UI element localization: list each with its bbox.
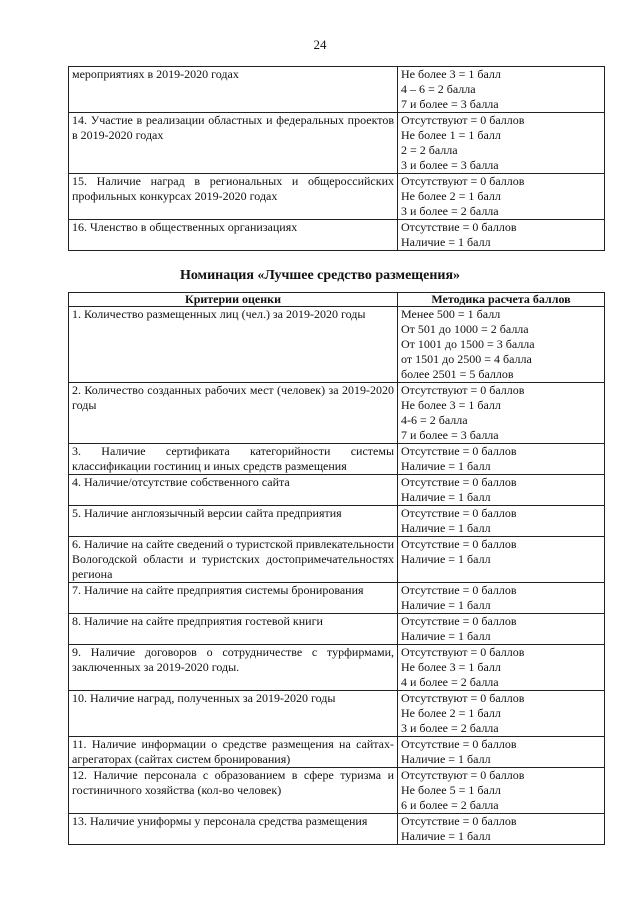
method-line: 2 = 2 балла xyxy=(401,143,458,157)
method-line: Наличие = 1 балл xyxy=(401,521,491,535)
method-line: От 501 до 1000 = 2 балла xyxy=(401,322,529,336)
method-line: Отсутствие = 0 баллов xyxy=(401,614,517,628)
criterion-cell: 12. Наличие персонала с образованием в сфере туризма и гостиничного хозяйства (кол-во человек) xyxy=(69,768,398,814)
method-line: 4 и более = 2 балла xyxy=(401,675,499,689)
criterion-cell: 6. Наличие на сайте сведений о туристской привлекательности Вологодской области и туристских достопримечательностях региона xyxy=(69,537,398,583)
method-line: Наличие = 1 балл xyxy=(401,629,491,643)
criterion-cell: 4. Наличие/отсутствие собственного сайта xyxy=(69,475,398,506)
method-line: Наличие = 1 балл xyxy=(401,598,491,612)
method-line: Отсутствуют = 0 баллов xyxy=(401,174,525,188)
method-line: Не более 2 = 1 балл xyxy=(401,189,501,203)
method-cell xyxy=(398,383,605,444)
method-cell xyxy=(398,67,605,113)
method-line: 4-6 = 2 балла xyxy=(401,413,468,427)
criterion-cell: 10. Наличие наград, полученных за 2019-2020 годы xyxy=(69,691,398,737)
criterion-header: Критерии оценки xyxy=(69,293,398,307)
method-line: Не более 3 = 1 балл xyxy=(401,398,501,412)
method-line: Отсутствие = 0 баллов xyxy=(401,737,517,751)
table-row xyxy=(69,475,605,506)
method-line: Отсутствуют = 0 баллов xyxy=(401,113,525,127)
table-row xyxy=(69,174,605,220)
method-line: От 1001 до 1500 = 3 балла xyxy=(401,337,535,351)
method-cell xyxy=(398,583,605,614)
table-row xyxy=(69,737,605,768)
method-line: Наличие = 1 балл xyxy=(401,459,491,473)
table-row xyxy=(69,583,605,614)
method-line: Наличие = 1 балл xyxy=(401,829,491,843)
method-cell xyxy=(398,506,605,537)
method-line: Отсутствие = 0 баллов xyxy=(401,220,517,234)
table-row xyxy=(69,814,605,845)
method-line: Отсутствуют = 0 баллов xyxy=(401,645,525,659)
criterion-cell: 7. Наличие на сайте предприятия системы бронирования xyxy=(69,583,398,614)
criterion-cell: 11. Наличие информации о средстве размещения на сайтах-агрегаторах (сайтах систем бронирования) xyxy=(69,737,398,768)
method-line: Не более 2 = 1 балл xyxy=(401,706,501,720)
method-cell xyxy=(398,737,605,768)
accommodation-criteria-table xyxy=(68,292,605,845)
table-row xyxy=(69,67,605,113)
method-line: 7 и более = 3 балла xyxy=(401,97,499,111)
method-line: Наличие = 1 балл xyxy=(401,235,491,249)
criterion-cell: 15. Наличие наград в региональных и общероссийских профильных конкурсах 2019-2020 годах xyxy=(69,174,398,220)
criterion-cell: 14. Участие в реализации областных и федеральных проектов в 2019-2020 годах xyxy=(69,113,398,174)
table-row xyxy=(69,537,605,583)
method-cell xyxy=(398,444,605,475)
criterion-cell: 13. Наличие униформы у персонала средства размещения xyxy=(69,814,398,845)
method-line: Отсутствие = 0 баллов xyxy=(401,583,517,597)
method-line: Отсутствие = 0 баллов xyxy=(401,444,517,458)
method-line: Не более 3 = 1 балл xyxy=(401,67,501,81)
table-row xyxy=(69,383,605,444)
method-line: Отсутствие = 0 баллов xyxy=(401,506,517,520)
table-row xyxy=(69,691,605,737)
criterion-cell: мероприятиях в 2019-2020 годах xyxy=(69,67,398,113)
method-line: Менее 500 = 1 балл xyxy=(401,307,501,321)
criterion-cell: 2. Количество созданных рабочих мест (человек) за 2019-2020 годы xyxy=(69,383,398,444)
page-number: 24 xyxy=(313,37,327,52)
table-row xyxy=(69,220,605,251)
table-row xyxy=(69,506,605,537)
method-line: 3 и более = 2 балла xyxy=(401,721,499,735)
table-row xyxy=(69,645,605,691)
method-line: 3 и более = 3 балла xyxy=(401,158,499,172)
method-line: Отсутствие = 0 баллов xyxy=(401,475,517,489)
method-line: 6 и более = 2 балла xyxy=(401,798,499,812)
table-row xyxy=(69,113,605,174)
criterion-cell: 9. Наличие договоров о сотрудничестве с турфирмами, заключенных за 2019-2020 годы. xyxy=(69,645,398,691)
method-cell xyxy=(398,220,605,251)
table-row xyxy=(69,614,605,645)
method-cell xyxy=(398,475,605,506)
section-title: Номинация «Лучшее средство размещения» xyxy=(179,268,461,283)
method-line: Отсутствуют = 0 баллов xyxy=(401,383,525,397)
criterion-cell: 5. Наличие англоязычный версии сайта предприятия xyxy=(69,506,398,537)
method-line: 7 и более = 3 балла xyxy=(401,428,499,442)
method-cell xyxy=(398,691,605,737)
method-cell xyxy=(398,614,605,645)
method-cell xyxy=(398,768,605,814)
method-cell xyxy=(398,113,605,174)
criterion-cell: 3. Наличие сертификата категорийности системы классификации гостиниц и иных средств размещения xyxy=(69,444,398,475)
method-line: Отсутствуют = 0 баллов xyxy=(401,768,525,782)
method-line: 4 – 6 = 2 балла xyxy=(401,82,476,96)
method-line: Не более 1 = 1 балл xyxy=(401,128,501,142)
table-row xyxy=(69,307,605,383)
table-row xyxy=(69,444,605,475)
method-line: 3 и более = 2 балла xyxy=(401,204,499,218)
method-line: от 1501 до 2500 = 4 балла xyxy=(401,352,532,366)
method-line: Не более 5 = 1 балл xyxy=(401,783,501,797)
top-criteria-table xyxy=(68,66,605,251)
criterion-cell: 16. Членство в общественных организациях xyxy=(69,220,398,251)
method-line: Наличие = 1 балл xyxy=(401,552,491,566)
criterion-cell: 1. Количество размещенных лиц (чел.) за 2019-2020 годы xyxy=(69,307,398,383)
method-line: более 2501 = 5 баллов xyxy=(401,367,514,381)
criterion-cell: 8. Наличие на сайте предприятия гостевой книги xyxy=(69,614,398,645)
table-header-row xyxy=(69,293,605,307)
method-cell xyxy=(398,537,605,583)
method-line: Отсутствие = 0 баллов xyxy=(401,814,517,828)
method-line: Наличие = 1 балл xyxy=(401,752,491,766)
method-header: Методика расчета баллов xyxy=(398,293,605,307)
method-line: Отсутствуют = 0 баллов xyxy=(401,691,525,705)
table-row xyxy=(69,768,605,814)
method-cell xyxy=(398,307,605,383)
method-cell xyxy=(398,174,605,220)
method-line: Отсутствие = 0 баллов xyxy=(401,537,517,551)
method-line: Наличие = 1 балл xyxy=(401,490,491,504)
method-cell xyxy=(398,814,605,845)
method-cell xyxy=(398,645,605,691)
method-line: Не более 3 = 1 балл xyxy=(401,660,501,674)
